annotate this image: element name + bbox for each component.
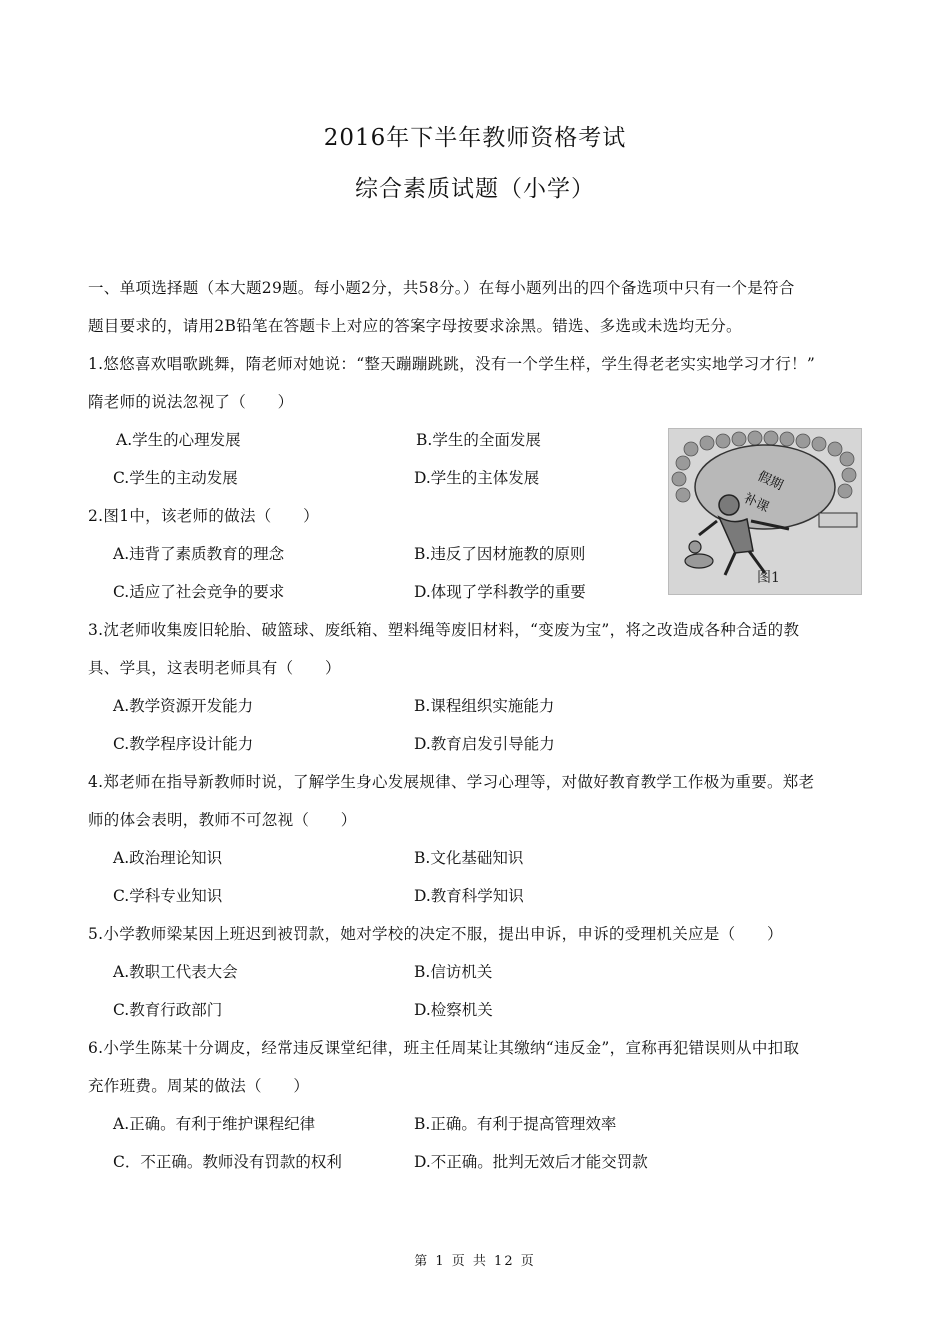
- question-1-option-d[interactable]: D.学生的主体发展: [414, 469, 540, 487]
- page-title: 2016年下半年教师资格考试: [323, 125, 627, 151]
- question-5-option-a[interactable]: A.教职工代表大会: [113, 963, 238, 981]
- figure-caption: 图1: [757, 570, 780, 586]
- question-2-option-b[interactable]: B.违反了因材施教的原则: [414, 545, 586, 563]
- question-3-option-c[interactable]: C.教学程序设计能力: [113, 735, 254, 753]
- cartoon-illustration: [669, 429, 862, 595]
- question-6-stem-line-1: 6.小学生陈某十分调皮，经常违反课堂纪律，班主任周某让其缴纳“违反金”，宣称再犯错误则从中扣取: [88, 1039, 800, 1057]
- figure-1-cartoon: [668, 428, 862, 595]
- question-6-option-c[interactable]: C．不正确。教师没有罚款的权利: [113, 1153, 342, 1171]
- question-3-stem-line-1: 3.沈老师收集废旧轮胎、破篮球、废纸箱、塑料绳等废旧材料，“变废为宝”，将之改造成各种合适的教: [88, 621, 800, 639]
- question-3-stem-line-2: 具、学具，这表明老师具有（ ）: [88, 659, 341, 677]
- question-5-stem-line-1: 5.小学教师梁某因上班迟到被罚款，她对学校的决定不服，提出申诉，申诉的受理机关应是（ ）: [88, 925, 783, 943]
- question-6-option-b[interactable]: B.正确。有利于提高管理效率: [414, 1115, 617, 1133]
- question-5-option-d[interactable]: D.检察机关: [414, 1001, 493, 1019]
- question-1-option-c[interactable]: C.学生的主动发展: [113, 469, 238, 487]
- question-6-option-d[interactable]: D.不正确。批判无效后才能交罚款: [414, 1153, 648, 1171]
- figure-bag-text-1: 假期: [755, 469, 786, 494]
- page-footer: 第 1 页 共 12 页: [414, 1254, 536, 1269]
- question-4-stem-line-2: 师的体会表明，教师不可忽视（ ）: [88, 811, 357, 829]
- question-6-option-a[interactable]: A.正确。有利于维护课程纪律: [113, 1115, 316, 1133]
- question-2-stem-line-1: 2.图1中，该老师的做法（ ）: [88, 507, 319, 525]
- question-3-option-b[interactable]: B.课程组织实施能力: [414, 697, 555, 715]
- question-1-stem-line-2: 隋老师的说法忽视了（ ）: [88, 393, 294, 411]
- question-4-option-d[interactable]: D.教育科学知识: [414, 887, 524, 905]
- question-6-stem-line-2: 充作班费。周某的做法（ ）: [88, 1077, 310, 1095]
- question-5-option-c[interactable]: C.教育行政部门: [113, 1001, 223, 1019]
- section-instruction-line-2: 题目要求的，请用2B铅笔在答题卡上对应的答案字母按要求涂黑。错选、多选或未选均无分。: [88, 317, 742, 335]
- question-4-option-a[interactable]: A.政治理论知识: [113, 849, 223, 867]
- page-subtitle: 综合素质试题（小学）: [355, 176, 595, 202]
- question-1-option-a[interactable]: A.学生的心理发展: [116, 431, 241, 449]
- question-1-stem-line-1: 1.悠悠喜欢唱歌跳舞，隋老师对她说：“整天蹦蹦跳跳，没有一个学生样，学生得老老实实地学习才行！”: [88, 355, 816, 373]
- question-3-option-a[interactable]: A.教学资源开发能力: [113, 697, 254, 715]
- question-4-option-b[interactable]: B.文化基础知识: [414, 849, 524, 867]
- question-2-option-c[interactable]: C.适应了社会竞争的要求: [113, 583, 285, 601]
- question-4-stem-line-1: 4.郑老师在指导新教师时说，了解学生身心发展规律、学习心理等，对做好教育教学工作极为重要。郑老: [88, 773, 815, 791]
- question-1-option-b[interactable]: B.学生的全面发展: [416, 431, 541, 449]
- section-instruction-line-1: 一、单项选择题（本大题29题。每小题2分，共58分。）在每小题列出的四个备选项中只有一个是符合: [88, 279, 795, 297]
- question-2-option-d[interactable]: D.体现了学科教学的重要: [414, 583, 586, 601]
- question-3-option-d[interactable]: D.教育启发引导能力: [414, 735, 555, 753]
- question-5-option-b[interactable]: B.信访机关: [414, 963, 493, 981]
- figure-bag-text-2: 补课: [741, 491, 772, 516]
- question-4-option-c[interactable]: C.学科专业知识: [113, 887, 223, 905]
- question-2-option-a[interactable]: A.违背了素质教育的理念: [113, 545, 285, 563]
